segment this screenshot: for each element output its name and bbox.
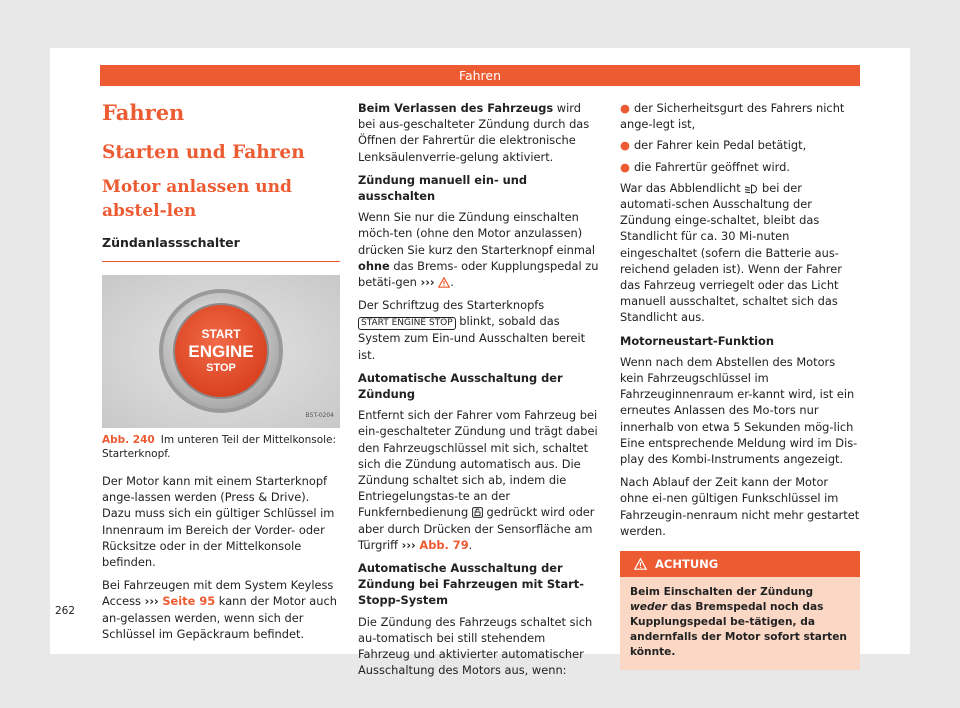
section-banner: Fahren xyxy=(100,65,860,86)
heading-starten-und-fahren: Starten und Fahren xyxy=(102,142,305,163)
heading-motor-anlassen: Motor anlassen und abstel-len xyxy=(102,177,292,221)
link-seite-95[interactable]: Seite 95 xyxy=(162,594,216,609)
button-text-start: START xyxy=(201,327,241,341)
figure-caption xyxy=(102,433,340,461)
warning-title: ACHTUNG xyxy=(655,557,719,572)
start-engine-stop-key: START ENGINE STOP xyxy=(358,317,456,330)
paragraph: Beim Verlassen des Fahrzeugs wird bei aus-geschalteter Zündung durch das Öffnen der Fahrertür die elektronische Lenksäulenverrie-gelung aktiviert. xyxy=(358,101,590,164)
page-number: 262 xyxy=(55,605,76,617)
paragraph: Wenn nach dem Abstellen des Motors kein Fahrzeugschlüssel im Fahrzeuginnenraum er-kannt wird, ist ein erneutes Anlassen des Mo-tors nur innerhalb von etwa 5 Sekunden mög-lich Eine entsprechende Meldung wird im Dis-play des Kombi-Instruments angezeigt. xyxy=(620,354,858,467)
list-item: ● der Fahrer kein Pedal betätigt, xyxy=(620,138,807,153)
button-text-engine: ENGINE xyxy=(188,342,254,361)
paragraph: Der Motor kann mit einem Starterknopf ange-lassen werden (Press & Drive). Dazu muss sich ein gültiger Schlüssel im Innenraum im Bereich der Vorder- oder Rücksitze oder in der Mittelkonsole befinden. xyxy=(102,474,335,570)
caption-text: Im unteren Teil der Mittelkonsole: Starterknopf. xyxy=(102,434,337,460)
warning-text: Beim Einschalten der Zündung weder das Bremspedal noch das Kupplungspedal be-tätigen, da andernfalls der Motor sofort starten könnte. xyxy=(630,586,847,659)
subheading-start-stopp: Automatische Ausschaltung der Zündung bei Fahrzeugen mit Start-Stopp-System xyxy=(358,561,584,608)
paragraph: Nach Ablauf der Zeit kann der Motor ohne ei-nen gültigen Funkschlüssel im Fahrzeugin-nenraum nicht mehr gestartet werden. xyxy=(620,475,860,538)
figure-start-button xyxy=(102,275,340,428)
link-abb-79[interactable]: Abb. 79 xyxy=(419,537,469,552)
column-1 xyxy=(102,100,340,649)
paragraph: War das Abblendlicht bei der automati-schen Ausschaltung der Zündung einge-schaltet, bleibt das Standlicht für ca. 30 Mi-nuten eingeschaltet (sofern die Batterie aus-reichend geladen ist). Wenn der Fahrer das Fahrzeug verriegelt oder das Licht manuell ausschaltet, schaltet sich das Standlicht aus. xyxy=(620,180,842,325)
heading-fahren: Fahren xyxy=(102,100,185,125)
paragraph: Bei Fahrzeugen mit dem System Keyless Access ››› Seite 95 kann der Motor auch an-gelassen werden, wenn sich der Schlüssel im Gepäckraum befindet. xyxy=(102,578,337,641)
paragraph: Die Zündung des Fahrzeugs schaltet sich au-tomatisch bei still stehendem Fahrzeug und aktivierter automatischer Ausschaltung des Motors aus, wenn: xyxy=(358,614,593,678)
paragraph: Der Schriftzug des Starterknopfs START ENGINE STOP blinkt, sobald das System zum Ein-und Ausschalten bereit ist. xyxy=(358,298,586,362)
warning-header xyxy=(620,551,860,577)
list-item: ● der Sicherheitsgurt des Fahrers nicht ange-legt ist, xyxy=(620,101,845,132)
low-beam-icon xyxy=(744,184,758,194)
list-item: ● die Fahrertür geöffnet wird. xyxy=(620,159,790,174)
warning-box xyxy=(620,551,860,670)
heading-zuendanlassschalter: Zündanlassschalter xyxy=(102,235,340,262)
unlock-button-icon xyxy=(472,507,483,518)
paragraph: Wenn Sie nur die Zündung einschalten möch-ten (ohne den Motor anzulassen) drücken Sie kurz den Starterknopf einmal ohne das Brems- oder Kupplungspedal zu betäti-gen ››› . xyxy=(358,210,599,290)
subheading-motorneustart: Motorneustart-Funktion xyxy=(620,333,774,348)
caption-label: Abb. 240 xyxy=(102,434,155,446)
column-3 xyxy=(620,100,860,670)
figure-code: B5T-0204 xyxy=(305,411,334,419)
button-text-stop: STOP xyxy=(206,362,236,374)
column-2 xyxy=(358,100,600,686)
warning-triangle-icon xyxy=(634,558,647,570)
subheading-zuendung-manuell: Zündung manuell ein- und ausschalten xyxy=(358,172,528,204)
start-engine-button-illustration xyxy=(102,275,340,428)
warning-triangle-icon xyxy=(438,277,450,288)
subheading-automatische-ausschaltung: Automatische Ausschaltung der Zündung xyxy=(358,370,563,402)
paragraph: Entfernt sich der Fahrer vom Fahrzeug bei ein-geschalteter Zündung und trägt dabei den Fahrzeugschlüssel mit sich, schaltet sich die Zündung automatisch aus. Die Zündung schaltet sich ab, indem die Entriegelungstas-te an der Funkfernbedienung gedrückt wird oder aber durch Drücken der Sensorfläche am Türgriff ››› Abb. 79. xyxy=(358,408,598,552)
